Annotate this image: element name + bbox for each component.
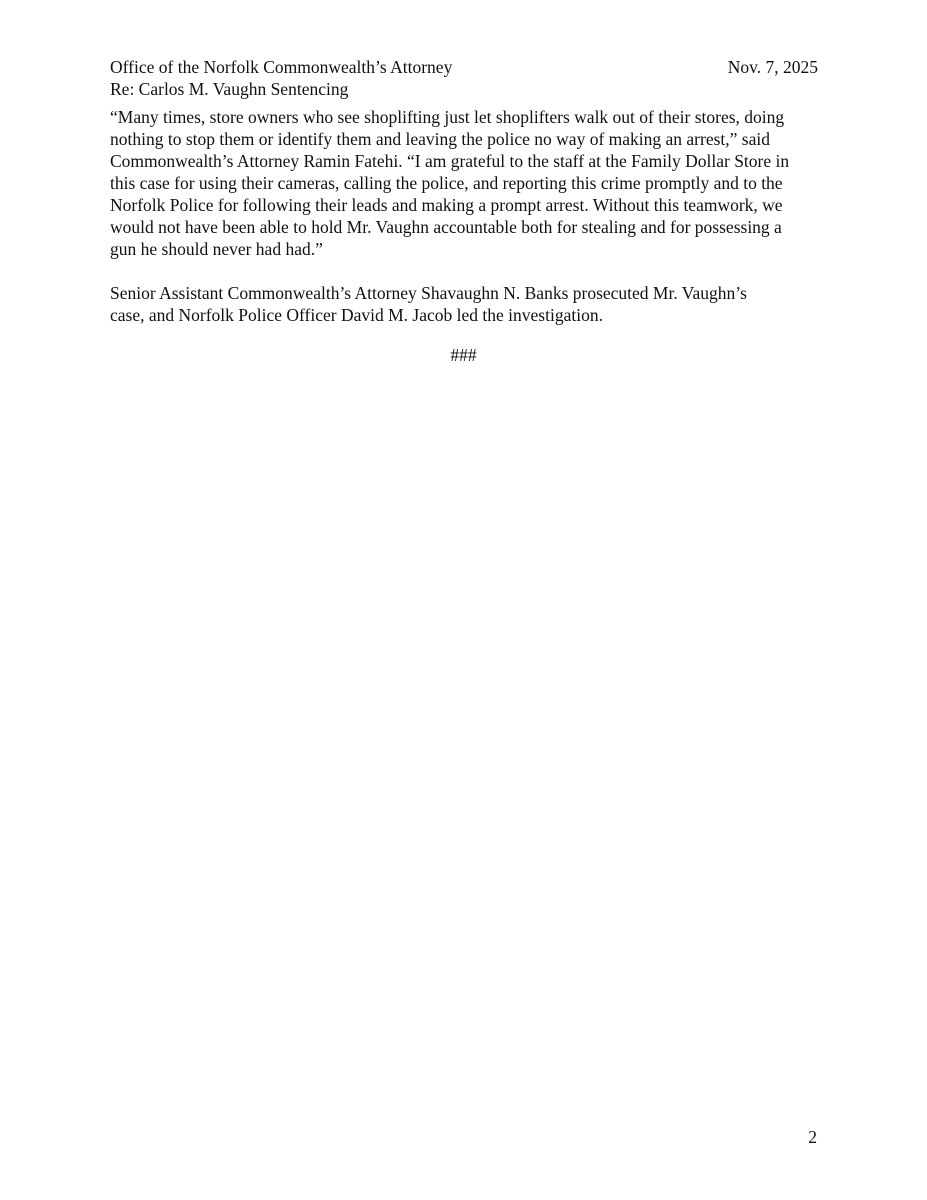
paragraph-line: nothing to stop them or identify them and leaving the police no way of making an arrest,” said: [110, 129, 770, 149]
paragraph-line: case, and Norfolk Police Officer David M. Jacob led the investigation.: [110, 305, 603, 325]
paragraph-line: Norfolk Police for following their leads and making a prompt arrest. Without this teamwork, we: [110, 195, 783, 215]
paragraph-line: this case for using their cameras, calling the police, and reporting this crime promptly and to the: [110, 173, 783, 193]
paragraph-line: gun he should never had had.”: [110, 239, 323, 259]
paragraph-line: Senior Assistant Commonwealth’s Attorney Shavaughn N. Banks prosecuted Mr. Vaughn’s: [110, 283, 747, 303]
end-of-release-mark: ###: [450, 345, 477, 365]
document-body: [110, 106, 820, 326]
quote-paragraph: [110, 106, 820, 260]
release-date: Nov. 7, 2025: [727, 57, 818, 77]
subject-line: Re: Carlos M. Vaughn Sentencing: [110, 79, 349, 99]
office-name: Office of the Norfolk Commonwealth’s Attorney: [110, 57, 453, 77]
paragraph-line: “Many times, store owners who see shoplifting just let shoplifters walk out of their stores, doing: [110, 107, 785, 127]
page-number: 2: [808, 1127, 817, 1147]
page-header: [110, 56, 818, 100]
prosecutor-paragraph: [110, 282, 820, 326]
paragraph-line: Commonwealth’s Attorney Ramin Fatehi. “I am grateful to the staff at the Family Dollar Store in: [110, 151, 790, 171]
header-top-row: [110, 56, 818, 78]
paragraph-line: would not have been able to hold Mr. Vaughn accountable both for stealing and for possessing a: [110, 217, 782, 237]
